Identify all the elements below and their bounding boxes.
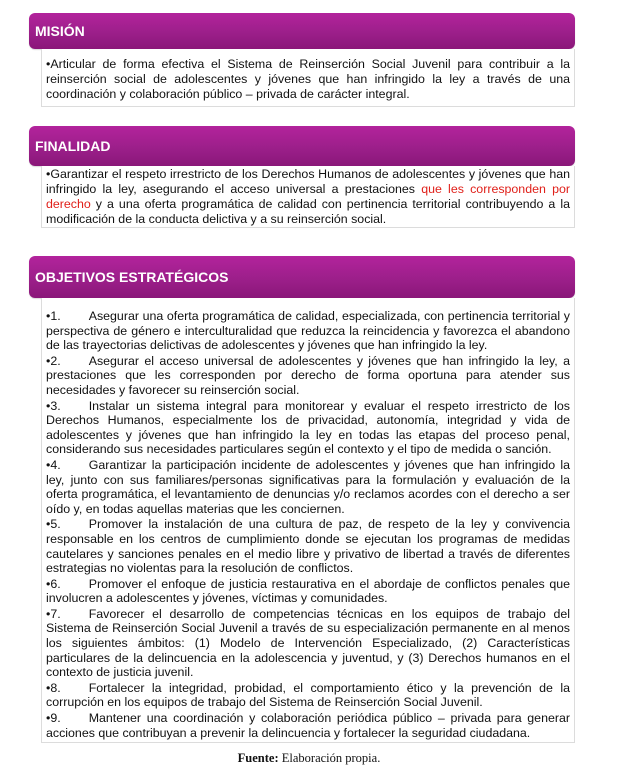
objective-text: Promover el enfoque de justicia restaurativa en el abordaje de conflictos penales que involucren a adolescentes y jóvenes, víctimas y comunidades. — [46, 576, 570, 606]
objective-item — [46, 577, 570, 606]
finalidad-body-2: y a una oferta programática de calidad con pertinencia territorial contribuyendo a la modificación de la conducta delictiva y a su reinserción social. — [46, 197, 570, 226]
finalidad-highlight: que les corresponden por derecho — [46, 182, 570, 211]
objetivos-list — [46, 309, 570, 741]
bullet: • — [46, 576, 51, 591]
objective-number: 2. — [50, 353, 61, 368]
bullet: • — [46, 353, 51, 368]
finalidad-header — [29, 126, 575, 166]
bullet: • — [46, 398, 51, 413]
bullet: • — [46, 457, 51, 472]
objective-text: Instalar un sistema integral para monitorear y evaluar el respeto irrestricto de los Derechos Humanos, especialmente los de privacidad, autonomía, integridad y vida de adolescentes y jóvenes que han infringido la ley en todas las etapas del proceso penal, considerando sus necesidades particulares según el contexto y el tipo de medida o sanción. — [46, 398, 570, 457]
source-label: Fuente: — [237, 751, 279, 765]
mision-header — [29, 13, 575, 49]
finalidad-text — [46, 167, 570, 227]
source-note — [0, 751, 618, 766]
objective-item — [46, 607, 570, 680]
objective-item — [46, 309, 570, 353]
bullet: • — [46, 309, 51, 323]
objective-text: Asegurar una oferta programática de calidad, especializada, con pertinencia territorial y perspectiva de género e interculturalidad que reduzca la reincidencia y favorezca el abandono de las trayectorias delictivas de adolescentes y jóvenes que han infringido la ley. — [46, 309, 570, 353]
objective-number: 5. — [50, 517, 61, 532]
objective-number: 4. — [50, 457, 61, 472]
objective-item — [46, 517, 570, 575]
objective-text: Asegurar el acceso universal de adolescentes y jóvenes que han infringido la ley, a prestaciones que les corresponden por derecho de forma oportuna para atender sus necesidades y favorecer su reinserción social. — [46, 353, 570, 397]
finalidad-title: FINALIDAD — [35, 138, 111, 154]
objective-item — [46, 681, 570, 710]
objective-number: 3. — [50, 398, 61, 413]
mision-title: MISIÓN — [35, 23, 85, 39]
objective-number: 8. — [50, 680, 61, 695]
objective-number: 1. — [50, 309, 61, 323]
source-text: Elaboración propia. — [281, 751, 381, 765]
objetivos-title: OBJETIVOS ESTRATÉGICOS — [35, 269, 229, 285]
objective-text: Garantizar la participación incidente de adolescentes y jóvenes que han infringido la ley, junto con sus familiares/personas significativas para la formulación y evaluación de la oferta programática, el levantamiento de denuncias y/o reclamos acordes con el derecho a ser oído y, en todas aquellas materias que les conciernen. — [46, 457, 570, 516]
finalidad-body-1: Garantizar el respeto irrestricto de los Derechos Humanos de adolescentes y jóvenes que han infringido la ley, asegurando el acceso universal a prestaciones — [46, 167, 570, 196]
bullet: • — [46, 606, 51, 621]
objective-number: 9. — [50, 711, 61, 726]
mision-text — [46, 57, 570, 102]
bullet: • — [46, 57, 51, 71]
objective-number: 6. — [50, 576, 61, 591]
objective-text: Fortalecer la integridad, probidad, el comportamiento ético y la prevención de la corrupción en los equipos de trabajo del Sistema de Reinserción Social Juvenil. — [46, 680, 570, 710]
objetivos-header — [29, 256, 575, 298]
objective-text: Favorecer el desarrollo de competencias técnicas en los equipos de trabajo del Sistema de Reinserción Social Juvenil a través de su especialización permanente en al menos los siguientes ámbitos: (1) Modelo de Intervención Especializado, (2) Características particulares de la delincuencia en la adolescencia y juventud, y (3) Derechos humanos en el contexto de justicia juvenil. — [46, 606, 570, 680]
objective-item — [46, 711, 570, 740]
objective-text: Promover la instalación de una cultura de paz, de respeto de la ley y convivencia responsable en los centros de cumplimiento donde se ejecutan los programas de medidas cautelares y sanciones penales en el medio libre y privativo de libertad a través de diferentes estrategias no violentas para la resolución de conflictos. — [46, 517, 570, 576]
objective-item — [46, 354, 570, 398]
objective-item — [46, 458, 570, 516]
bullet: • — [46, 680, 51, 695]
bullet: • — [46, 711, 51, 726]
objective-number: 7. — [50, 606, 61, 621]
bullet: • — [46, 167, 51, 181]
objective-text: Mantener una coordinación y colaboración periódica público – privada para generar acciones que contribuyan a prevenir la delincuencia y fortalecer la seguridad ciudadana. — [46, 711, 570, 740]
objective-item — [46, 399, 570, 457]
mision-body: Articular de forma efectiva el Sistema de Reinserción Social Juvenil para contribuir a la reinserción social de adolescentes y jóvenes que han infringido la ley a través de una coordinación y colaboración público – privada de carácter integral. — [46, 57, 570, 101]
bullet: • — [46, 517, 51, 532]
